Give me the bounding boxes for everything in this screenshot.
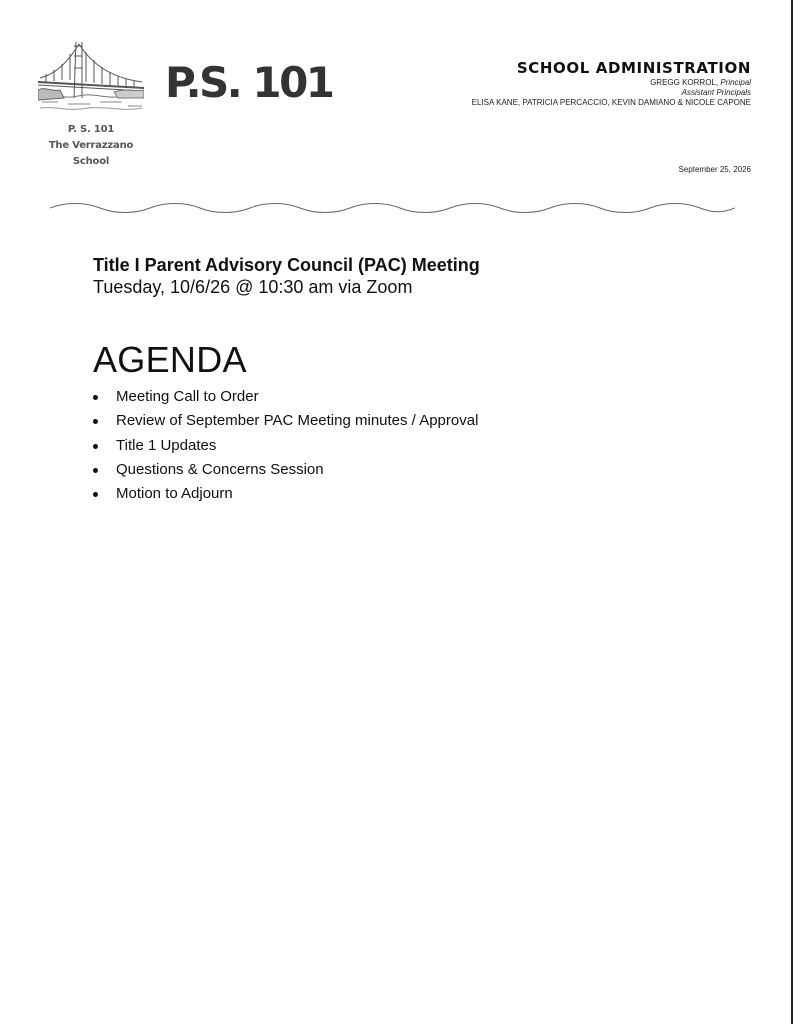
wavy-divider-icon bbox=[50, 198, 735, 218]
list-item bbox=[93, 482, 478, 506]
list-item bbox=[93, 434, 478, 458]
admin-title: SCHOOL ADMINISTRATION bbox=[516, 59, 751, 77]
school-name: P.S. 101 bbox=[165, 58, 333, 107]
agenda-item-text: Questions & Concerns Session bbox=[116, 460, 324, 478]
letter-date: September 25, 2026 bbox=[678, 165, 751, 174]
meeting-subtitle: Tuesday, 10/6/26 @ 10:30 am via Zoom bbox=[93, 277, 413, 297]
agenda-item-text: Review of September PAC Meeting minutes / Approval bbox=[116, 412, 479, 430]
bullet-icon bbox=[93, 468, 98, 473]
logo-caption-line1: P. S. 101 bbox=[67, 124, 115, 135]
bullet-icon bbox=[93, 395, 98, 400]
assistant-names: ELISA KANE, PATRICIA PERCACCIO, KEVIN DAMIANO & NICOLE CAPONE bbox=[471, 98, 751, 107]
list-item bbox=[93, 409, 478, 433]
bullet-icon bbox=[93, 419, 98, 424]
agenda-heading: AGENDA bbox=[93, 339, 247, 380]
principal-name: GREGG KORROL, bbox=[650, 78, 721, 87]
meeting-title: Title I Parent Advisory Council (PAC) Meeting bbox=[93, 255, 480, 275]
agenda-item-text: Meeting Call to Order bbox=[116, 388, 259, 405]
administration-block bbox=[472, 58, 751, 108]
assistant-role: Assistant Principals bbox=[681, 88, 751, 97]
logo-caption bbox=[30, 122, 152, 170]
bullet-icon bbox=[93, 492, 98, 497]
list-item bbox=[93, 458, 478, 482]
bridge-illustration-icon bbox=[38, 36, 144, 116]
agenda-list bbox=[93, 385, 478, 506]
principal-line bbox=[472, 78, 751, 88]
principal-role: Principal bbox=[720, 78, 751, 87]
assistant-role-line bbox=[472, 88, 751, 98]
bullet-icon bbox=[93, 444, 98, 449]
logo-caption-line2: The Verrazzano School bbox=[48, 140, 134, 167]
agenda-item-text: Title 1 Updates bbox=[116, 436, 217, 454]
school-logo bbox=[30, 36, 152, 170]
list-item bbox=[93, 385, 478, 409]
agenda-item-text: Motion to Adjourn bbox=[116, 485, 233, 503]
